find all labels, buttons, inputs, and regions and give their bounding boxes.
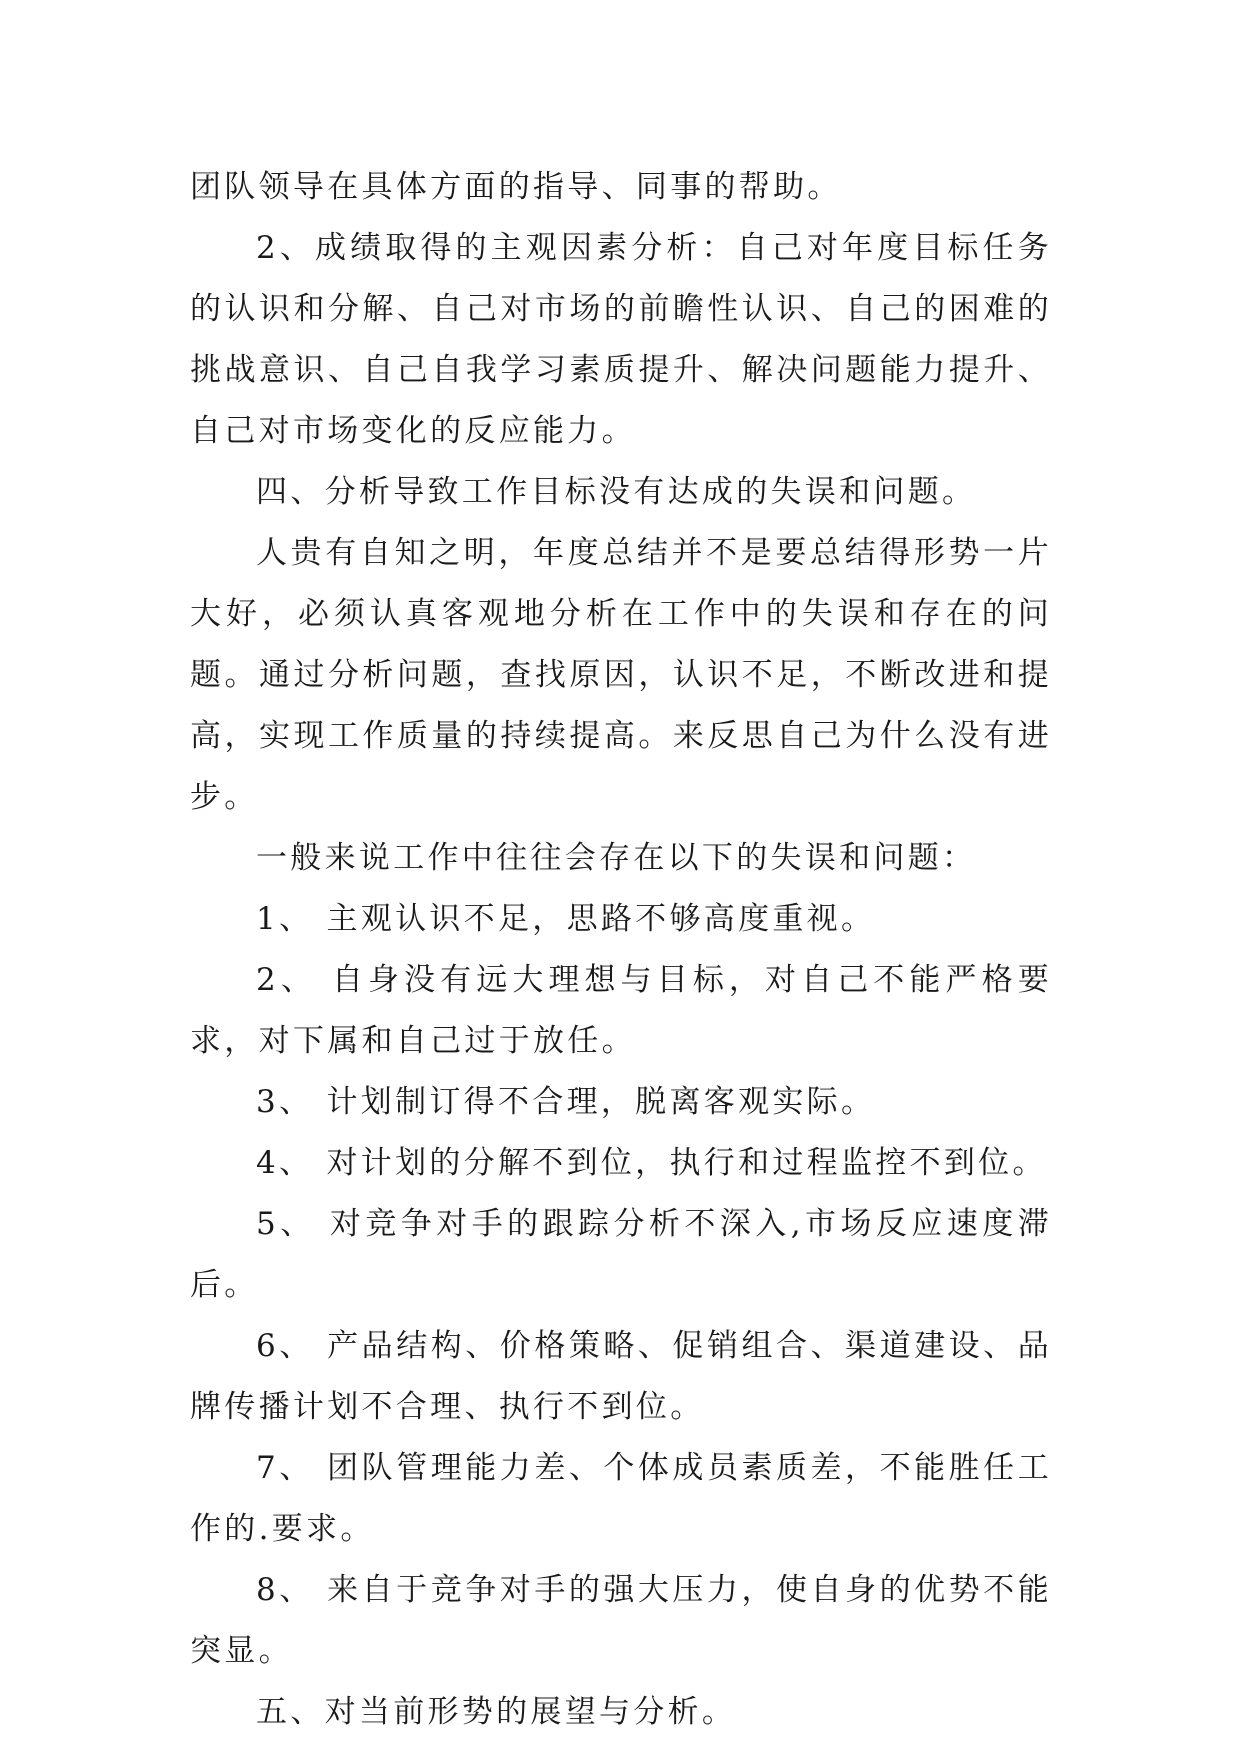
paragraph: 2、成绩取得的主观因素分析：自己对年度目标任务的认识和分解、自己对市场的前瞻性认识、自己的困难的挑战意识、自己自我学习素质提升、解决问题能力提升、自己对市场变化的反应能力。 [190, 230, 1052, 449]
list-item: 6、 产品结构、价格策略、促销组合、渠道建设、品牌传播计划不合理、执行不到位。 [190, 1328, 1052, 1425]
list-item: 3、 计划制订得不合理，脱离客观实际。 [256, 1084, 876, 1120]
list-item: 7、 团队管理能力差、个体成员素质差，不能胜任工作的.要求。 [190, 1450, 1052, 1547]
list-item: 5、 对竞争对手的跟踪分析不深入,市场反应速度滞后。 [190, 1206, 1052, 1303]
paragraph: 团队领导在具体方面的指导、同事的帮助。 [190, 169, 842, 205]
list-item: 8、 来自于竞争对手的强大压力，使自身的优势不能突显。 [190, 1572, 1052, 1669]
document-body [190, 157, 1052, 1743]
list-item: 4、 对计划的分解不到位，执行和过程监控不到位。 [256, 1145, 1047, 1181]
paragraph: 人贵有自知之明，年度总结并不是要总结得形势一片大好，必须认真客观地分析在工作中的失误和存在的问题。通过分析问题，查找原因，认识不足，不断改进和提高，实现工作质量的持续提高。来反思自己为什么没有进步。 [190, 535, 1052, 815]
paragraph: 一般来说工作中往往会存在以下的失误和问题： [256, 840, 977, 876]
list-item: 1、 主观认识不足，思路不够高度重视。 [256, 901, 876, 937]
list-item: 2、 自身没有远大理想与目标，对自己不能严格要求，对下属和自己过于放任。 [190, 962, 1052, 1059]
section-heading: 五、对当前形势的展望与分析。 [256, 1694, 737, 1730]
section-heading: 四、分析导致工作目标没有达成的失误和问题。 [256, 474, 977, 510]
